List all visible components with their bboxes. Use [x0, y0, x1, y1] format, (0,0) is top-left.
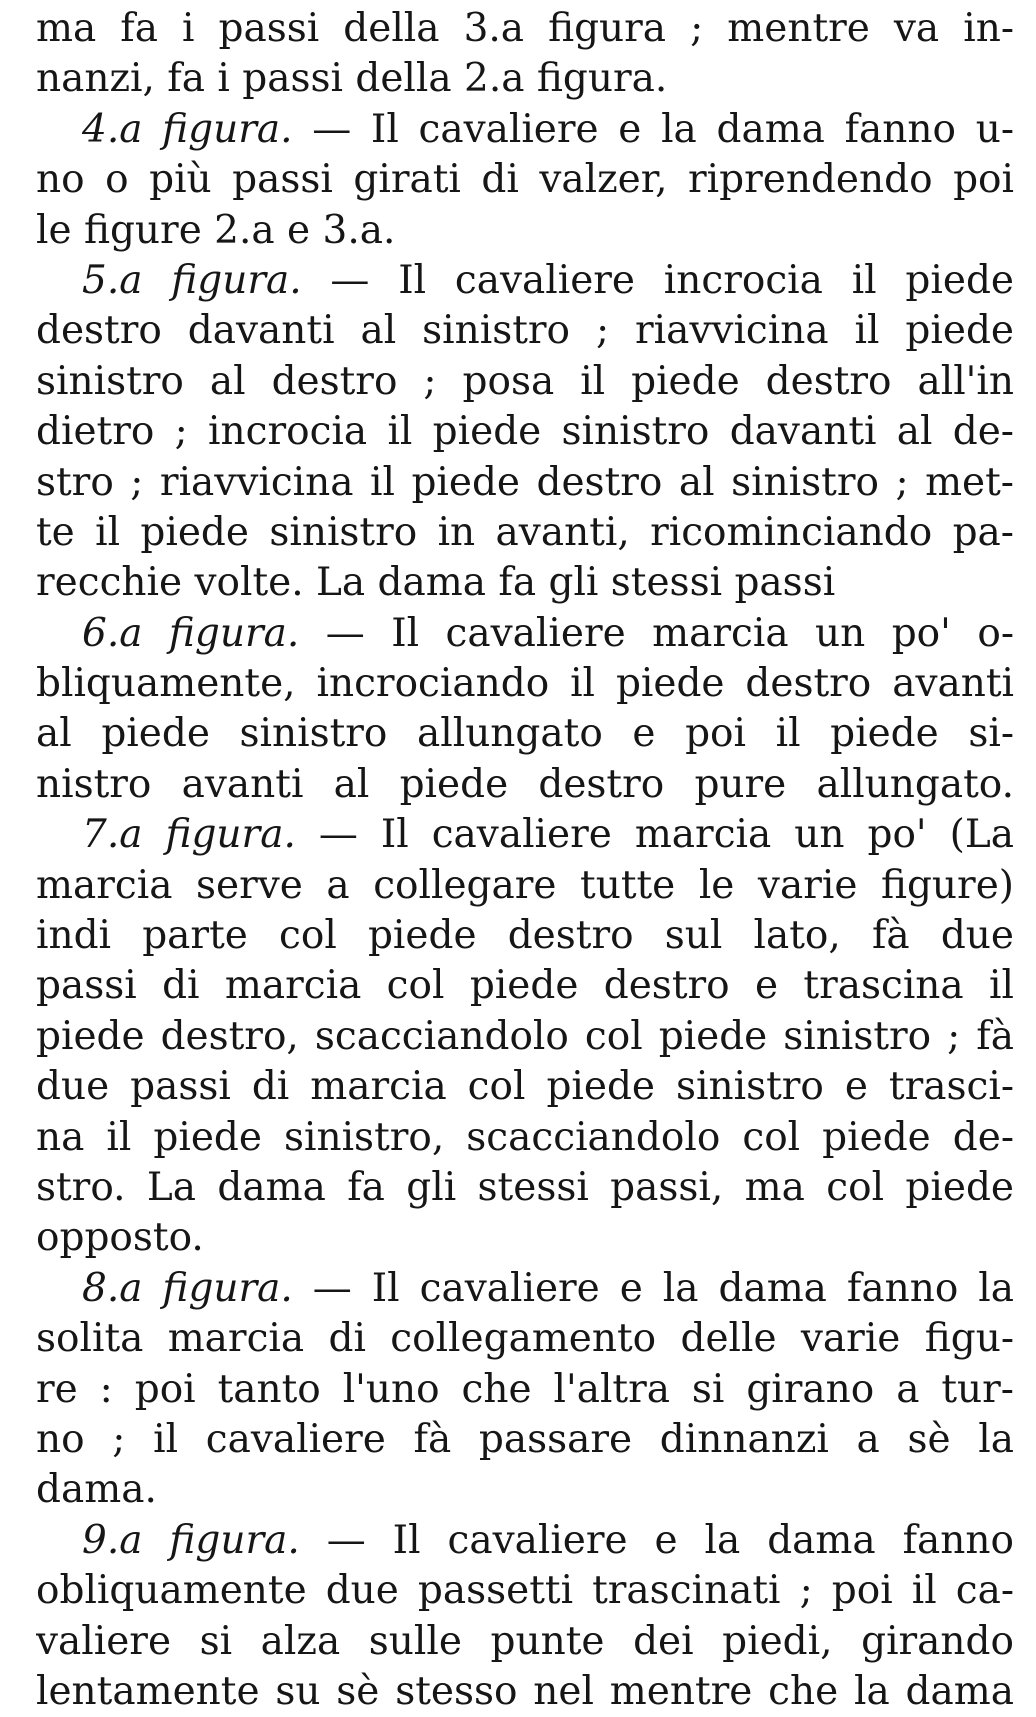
text-line	[36, 558, 1014, 608]
text-line	[36, 1062, 1014, 1112]
text-line	[36, 760, 1014, 810]
line-text: — Il cavaliere e la dama fanno	[299, 1517, 1014, 1563]
paragraph-start-line	[36, 256, 1014, 306]
text-line	[36, 1213, 1014, 1263]
line-text: dama.	[36, 1467, 157, 1513]
line-text: bliquamente, incrociando il piede destro avanti	[36, 661, 1014, 707]
figure-label: 7.a figura.	[82, 812, 296, 858]
line-text: marcia serve a collegare tutte le varie figure)	[36, 862, 1014, 908]
text-line	[36, 508, 1014, 558]
text-line	[36, 1012, 1014, 1062]
text-line	[36, 1617, 1014, 1667]
text-line	[36, 155, 1014, 205]
figure-label: 4.a figura.	[82, 106, 293, 152]
text-line	[36, 861, 1014, 911]
text-line	[36, 407, 1014, 457]
line-text: — Il cavaliere e la dama fanno la	[292, 1265, 1014, 1311]
text-line	[36, 1163, 1014, 1213]
line-text: recchie volte. La dama fa gli stessi passi	[36, 560, 836, 606]
figure-label: 5.a figura.	[82, 257, 302, 303]
text-line	[36, 961, 1014, 1011]
line-text: — Il cavaliere incrocia il piede	[301, 257, 1014, 303]
line-text: le figure 2.a e 3.a.	[36, 207, 396, 253]
text-line	[36, 1465, 1014, 1515]
line-text: sinistro al destro ; posa il piede destro all'in	[36, 358, 1014, 404]
line-text: nanzi, fa i passi della 2.a figura.	[36, 56, 668, 102]
line-text: nistro avanti al piede destro pure allungato.	[36, 761, 1014, 807]
line-text: valiere si alza sulle punte dei piedi, girando	[36, 1618, 1014, 1664]
line-text: al piede sinistro allungato e poi il piede si-	[36, 711, 1014, 757]
line-text: indi parte col piede destro sul lato, fà due	[36, 913, 1014, 959]
line-text: lentamente su sè stesso nel mentre che la dama	[36, 1668, 1014, 1714]
line-text: — Il cavaliere e la dama fanno u-	[292, 106, 1014, 152]
line-text: due passi di marcia col piede sinistro e trasci-	[36, 1064, 1014, 1110]
text-line	[36, 357, 1014, 407]
line-text: stro ; riavvicina il piede destro al sinistro ; met-	[36, 459, 1014, 505]
line-text: ma fa i passi della 3.a figura ; mentre va in-	[36, 6, 1014, 51]
line-text: dietro ; incrocia il piede sinistro davanti al de-	[36, 409, 1014, 455]
line-text: obliquamente due passetti trascinati ; poi il ca-	[36, 1568, 1014, 1614]
line-text: piede destro, scacciandolo col piede sinistro ; fà	[36, 1013, 1014, 1059]
line-text: — Il cavaliere marcia un po' o-	[299, 610, 1014, 656]
text-line	[36, 1566, 1014, 1616]
line-text: no ; il cavaliere fà passare dinnanzi a sè la	[36, 1416, 1014, 1462]
book-page	[36, 4, 1014, 1717]
figure-label: 8.a figura.	[82, 1265, 293, 1311]
text-line	[36, 709, 1014, 759]
text-line	[36, 206, 1014, 256]
line-text: no o più passi girati di valzer, riprendendo poi	[36, 157, 1014, 203]
text-line	[36, 911, 1014, 961]
paragraph-start-line	[36, 105, 1014, 155]
figure-label: 9.a figura.	[82, 1517, 300, 1563]
text-line	[36, 659, 1014, 709]
paragraph-start-line	[36, 609, 1014, 659]
figure-label: 6.a figura.	[82, 610, 300, 656]
text-line	[36, 4, 1014, 54]
line-text: — Il cavaliere marcia un po' (La	[295, 812, 1014, 858]
text-line	[36, 54, 1014, 104]
text-line	[36, 1113, 1014, 1163]
text-line	[36, 458, 1014, 508]
line-text: destro davanti al sinistro ; riavvicina il piede	[36, 308, 1014, 354]
paragraph-start-line	[36, 1516, 1014, 1566]
text-line	[36, 306, 1014, 356]
text-line	[36, 1314, 1014, 1364]
line-text: te il piede sinistro in avanti, ricominciando pa-	[36, 509, 1014, 555]
line-text: stro. La dama fa gli stessi passi, ma col piede	[36, 1164, 1014, 1210]
line-text: opposto.	[36, 1215, 204, 1261]
text-line	[36, 1365, 1014, 1415]
line-text: solita marcia di collegamento delle varie figu-	[36, 1316, 1014, 1362]
paragraph-start-line	[36, 1264, 1014, 1314]
line-text: re : poi tanto l'uno che l'altra si girano a tur-	[36, 1366, 1014, 1412]
paragraph-start-line	[36, 810, 1014, 860]
text-line	[36, 1667, 1014, 1717]
text-line	[36, 1415, 1014, 1465]
line-text: passi di marcia col piede destro e trascina il	[36, 963, 1014, 1009]
line-text: na il piede sinistro, scacciandolo col piede de-	[36, 1114, 1014, 1160]
